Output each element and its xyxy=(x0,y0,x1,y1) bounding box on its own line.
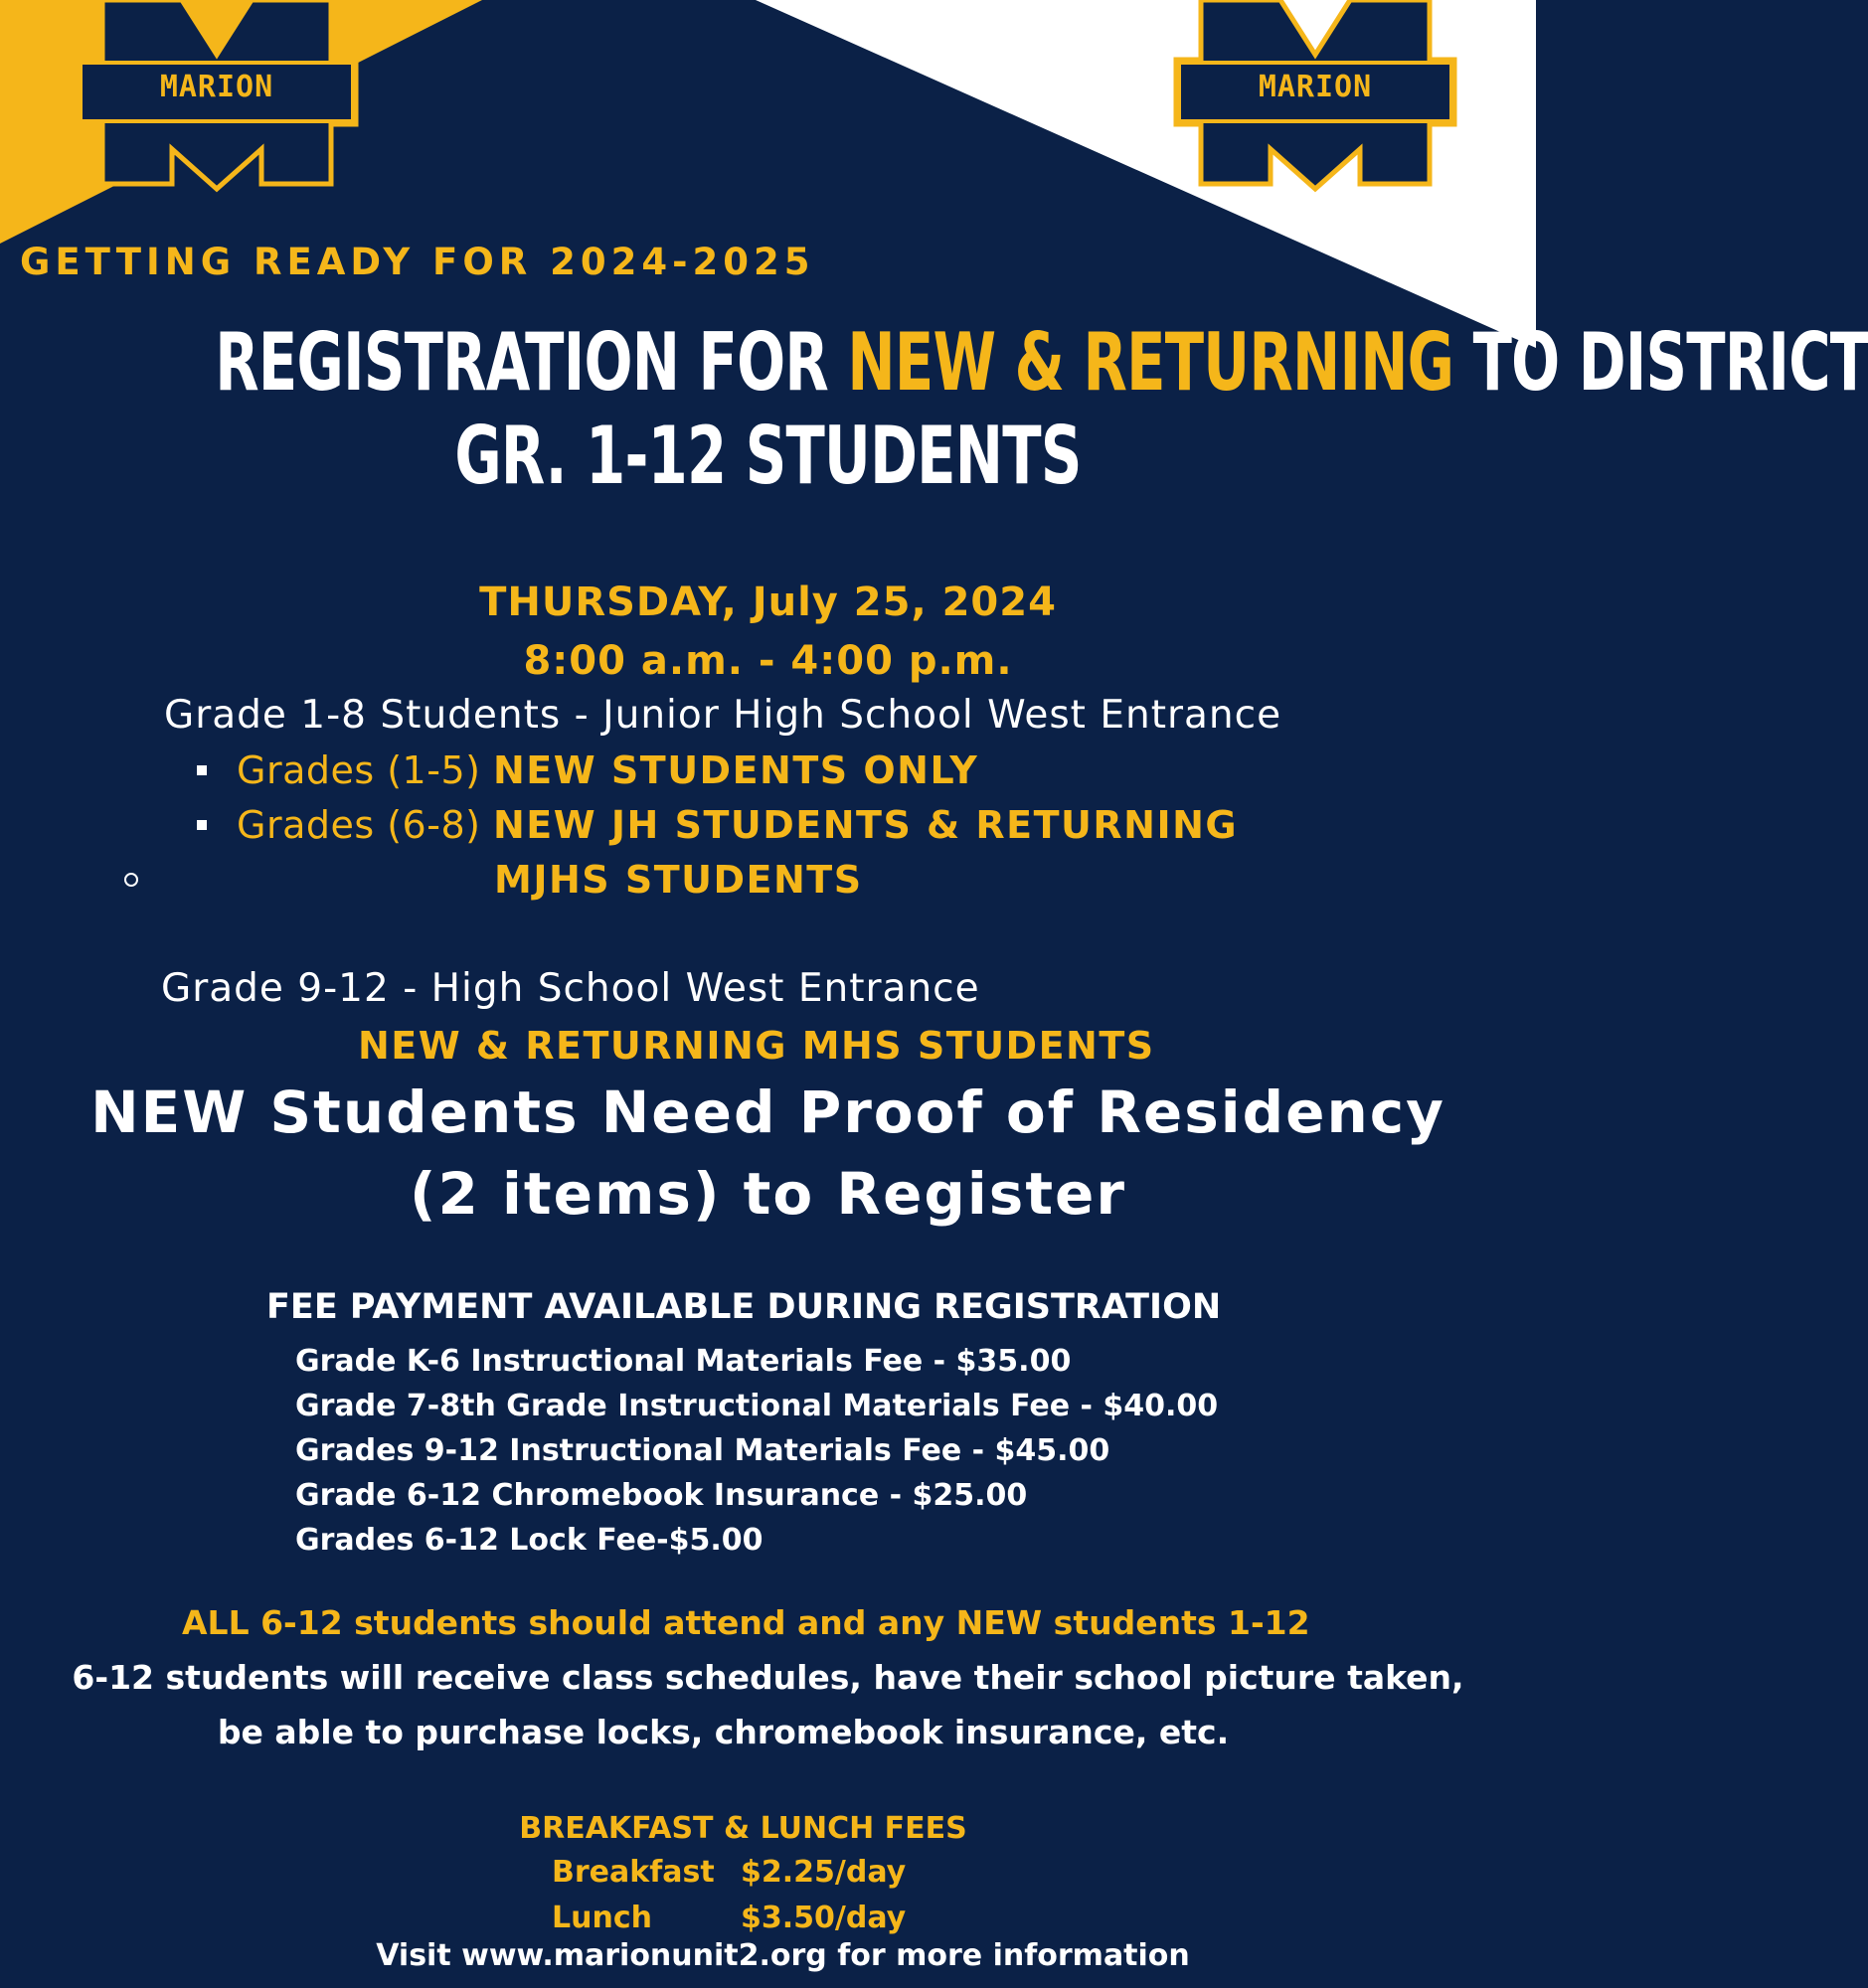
bullet-label: Grades (6-8) xyxy=(237,803,481,847)
attendance-info-2: be able to purchase locks, chromebook insurance, etc. xyxy=(217,1713,1230,1751)
lunch-price: $3.50/day xyxy=(741,1901,907,1935)
bullet-note: NEW JH STUDENTS & RETURNING xyxy=(493,803,1239,847)
junior-high-heading: Grade 1-8 Students - Junior High School West Entrance xyxy=(164,693,1282,738)
residency-line-2: (2 items) to Register xyxy=(409,1160,1126,1228)
residency-line-1: NEW Students Need Proof of Residency xyxy=(90,1078,1445,1146)
bullet-note: NEW STUDENTS ONLY xyxy=(493,748,979,792)
breakfast-label: Breakfast xyxy=(552,1855,715,1890)
bullet-label: Grades (1-5) xyxy=(237,748,481,792)
title-highlight: NEW & RETURNING xyxy=(847,316,1454,409)
logo-text-left: MARION xyxy=(159,70,274,104)
high-school-note: NEW & RETURNING MHS STUDENTS xyxy=(358,1024,1155,1068)
title-part-2: TO DISTRICT xyxy=(1453,316,1868,409)
kicker-heading: GETTING READY FOR 2024-2025 xyxy=(20,241,815,283)
fee-item: Grade 6-12 Chromebook Insurance - $25.00 xyxy=(295,1478,1028,1513)
fee-item: Grades 6-12 Lock Fee-$5.00 xyxy=(295,1523,764,1558)
fee-item: Grades 9-12 Instructional Materials Fee - $45.00 xyxy=(295,1433,1110,1468)
marion-logo-left xyxy=(73,0,361,194)
bullet-continuation: MJHS STUDENTS xyxy=(494,858,863,902)
title-line-2: GR. 1-12 STUDENTS xyxy=(454,410,1082,502)
breakfast-price: $2.25/day xyxy=(741,1855,907,1890)
marion-logo-right xyxy=(1171,0,1459,194)
attendance-info-1: 6-12 students will receive class schedules, have their school picture taken, xyxy=(72,1658,1464,1697)
high-school-heading: Grade 9-12 - High School West Entrance xyxy=(161,966,980,1011)
attendance-line: ALL 6-12 students should attend and any NEW students 1-12 xyxy=(182,1603,1310,1642)
square-bullet-icon xyxy=(197,765,207,775)
fee-item: Grade 7-8th Grade Instructional Materials Fee - $40.00 xyxy=(295,1389,1219,1423)
event-date: THURSDAY, July 25, 2024 xyxy=(479,580,1057,625)
lunch-label: Lunch xyxy=(552,1901,652,1935)
title-line-1 xyxy=(215,316,1868,409)
logo-text-right: MARION xyxy=(1258,70,1373,104)
square-bullet-icon xyxy=(197,820,207,830)
footer-visit-link[interactable]: Visit www.marionunit2.org for more information xyxy=(376,1938,1190,1973)
hollow-bullet-icon xyxy=(124,873,138,887)
meal-fees-heading: BREAKFAST & LUNCH FEES xyxy=(519,1811,967,1846)
fee-heading: FEE PAYMENT AVAILABLE DURING REGISTRATION xyxy=(266,1287,1222,1327)
title-part-1: REGISTRATION FOR xyxy=(215,316,848,409)
event-time: 8:00 a.m. - 4:00 p.m. xyxy=(523,638,1013,684)
fee-item: Grade K-6 Instructional Materials Fee - $35.00 xyxy=(295,1344,1072,1379)
